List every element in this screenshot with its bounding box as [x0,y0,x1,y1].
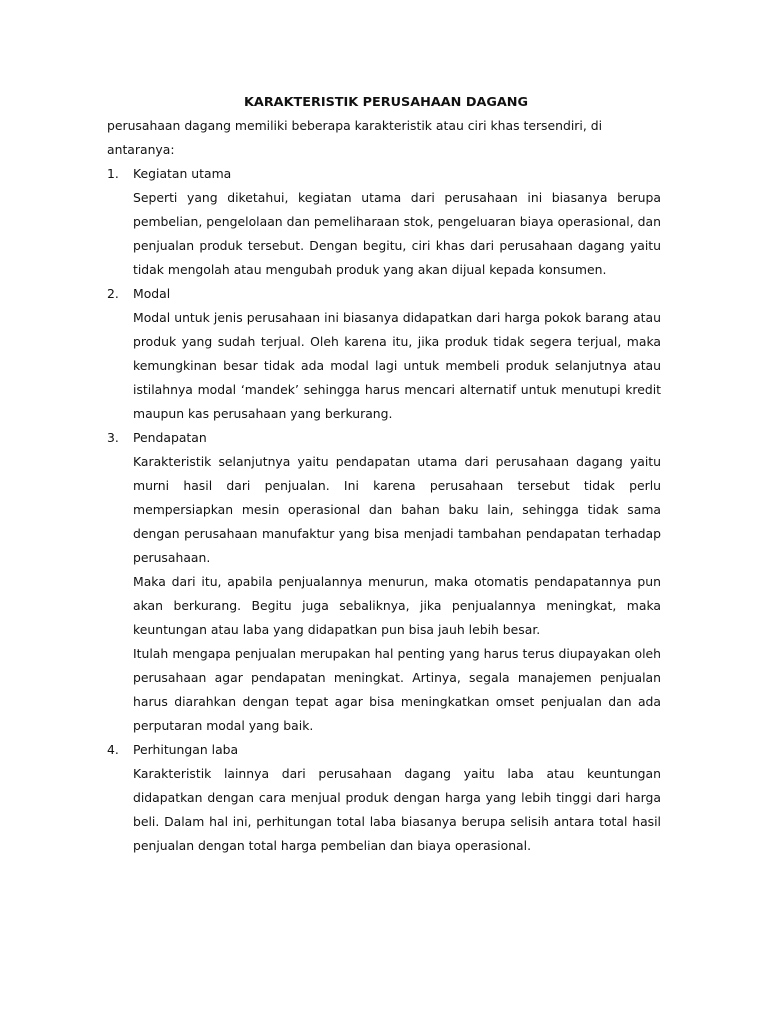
intro-paragraph: perusahaan dagang memiliki beberapa karakteristik atau ciri khas tersendiri, di antaranya: [107,118,603,157]
list-item-heading: Kegiatan utama [133,166,232,181]
list-item-paragraph: Maka dari itu, apabila penjualannya menurun, maka otomatis pendapatannya pun akan berkurang. Begitu juga sebaliknya, jika penjualannya meningkat, maka keuntungan atau laba yang didapatkan pun bisa jauh lebih besar. [133,574,661,637]
list-item-heading: Pendapatan [133,430,207,445]
list-item-paragraph: Itulah mengapa penjualan merupakan hal penting yang harus terus diupayakan oleh perusahaan agar pendapatan meningkat. Artinya, segala manajemen penjualan harus diarahkan dengan tepat agar bisa meningkatkan omset penjualan dan ada perputaran modal yang baik. [133,646,661,733]
document-page [107,92,661,858]
list-item-paragraph: Karakteristik selanjutnya yaitu pendapatan utama dari perusahaan dagang yaitu murni hasil dari penjualan. Ini karena perusahaan tersebut tidak perlu mempersiapkan mesin operasional dan bahan baku lain, sehingga tidak sama dengan perusahaan manufaktur yang bisa menjadi tambahan pendapatan terhadap perusahaan. [133,454,661,565]
list-item-heading: Modal [133,286,171,301]
list-item-heading: Perhitungan laba [133,742,239,757]
document-title: KARAKTERISTIK PERUSAHAAN DAGANG [244,95,528,110]
list-item-pendapatan [107,426,661,738]
list-item-paragraph: Karakteristik lainnya dari perusahaan dagang yaitu laba atau keuntungan didapatkan dengan cara menjual produk dengan harga yang lebih tinggi dari harga beli. Dalam hal ini, perhitungan total laba biasanya berupa selisih antara total hasil penjualan dengan total harga pembelian dan biaya operasional. [133,766,661,853]
list-item-paragraph: Seperti yang diketahui, kegiatan utama dari perusahaan ini biasanya berupa pembelian, pengelolaan dan pemeliharaan stok, pengeluaran biaya operasional, dan penjualan produk tersebut. Dengan begitu, ciri khas dari perusahaan dagang yaitu tidak mengolah atau mengubah produk yang akan dijual kepada konsumen. [133,190,661,277]
list-item-paragraph: Modal untuk jenis perusahaan ini biasanya didapatkan dari harga pokok barang atau produk yang sudah terjual. Oleh karena itu, jika produk tidak segera terjual, maka kemungkinan besar tidak ada modal lagi untuk membeli produk selanjutnya atau istilahnya modal ‘mandek’ sehingga harus mencari alternatif untuk menutupi kredit maupun kas perusahaan yang berkurang. [133,310,661,421]
list-number: 3. [107,430,119,445]
list-number: 1. [107,166,119,181]
list-item-modal [107,282,661,426]
list-item-perhitungan-laba [107,738,661,858]
list-number: 2. [107,286,119,301]
list-item-kegiatan-utama [107,162,661,282]
list-number: 4. [107,742,119,757]
